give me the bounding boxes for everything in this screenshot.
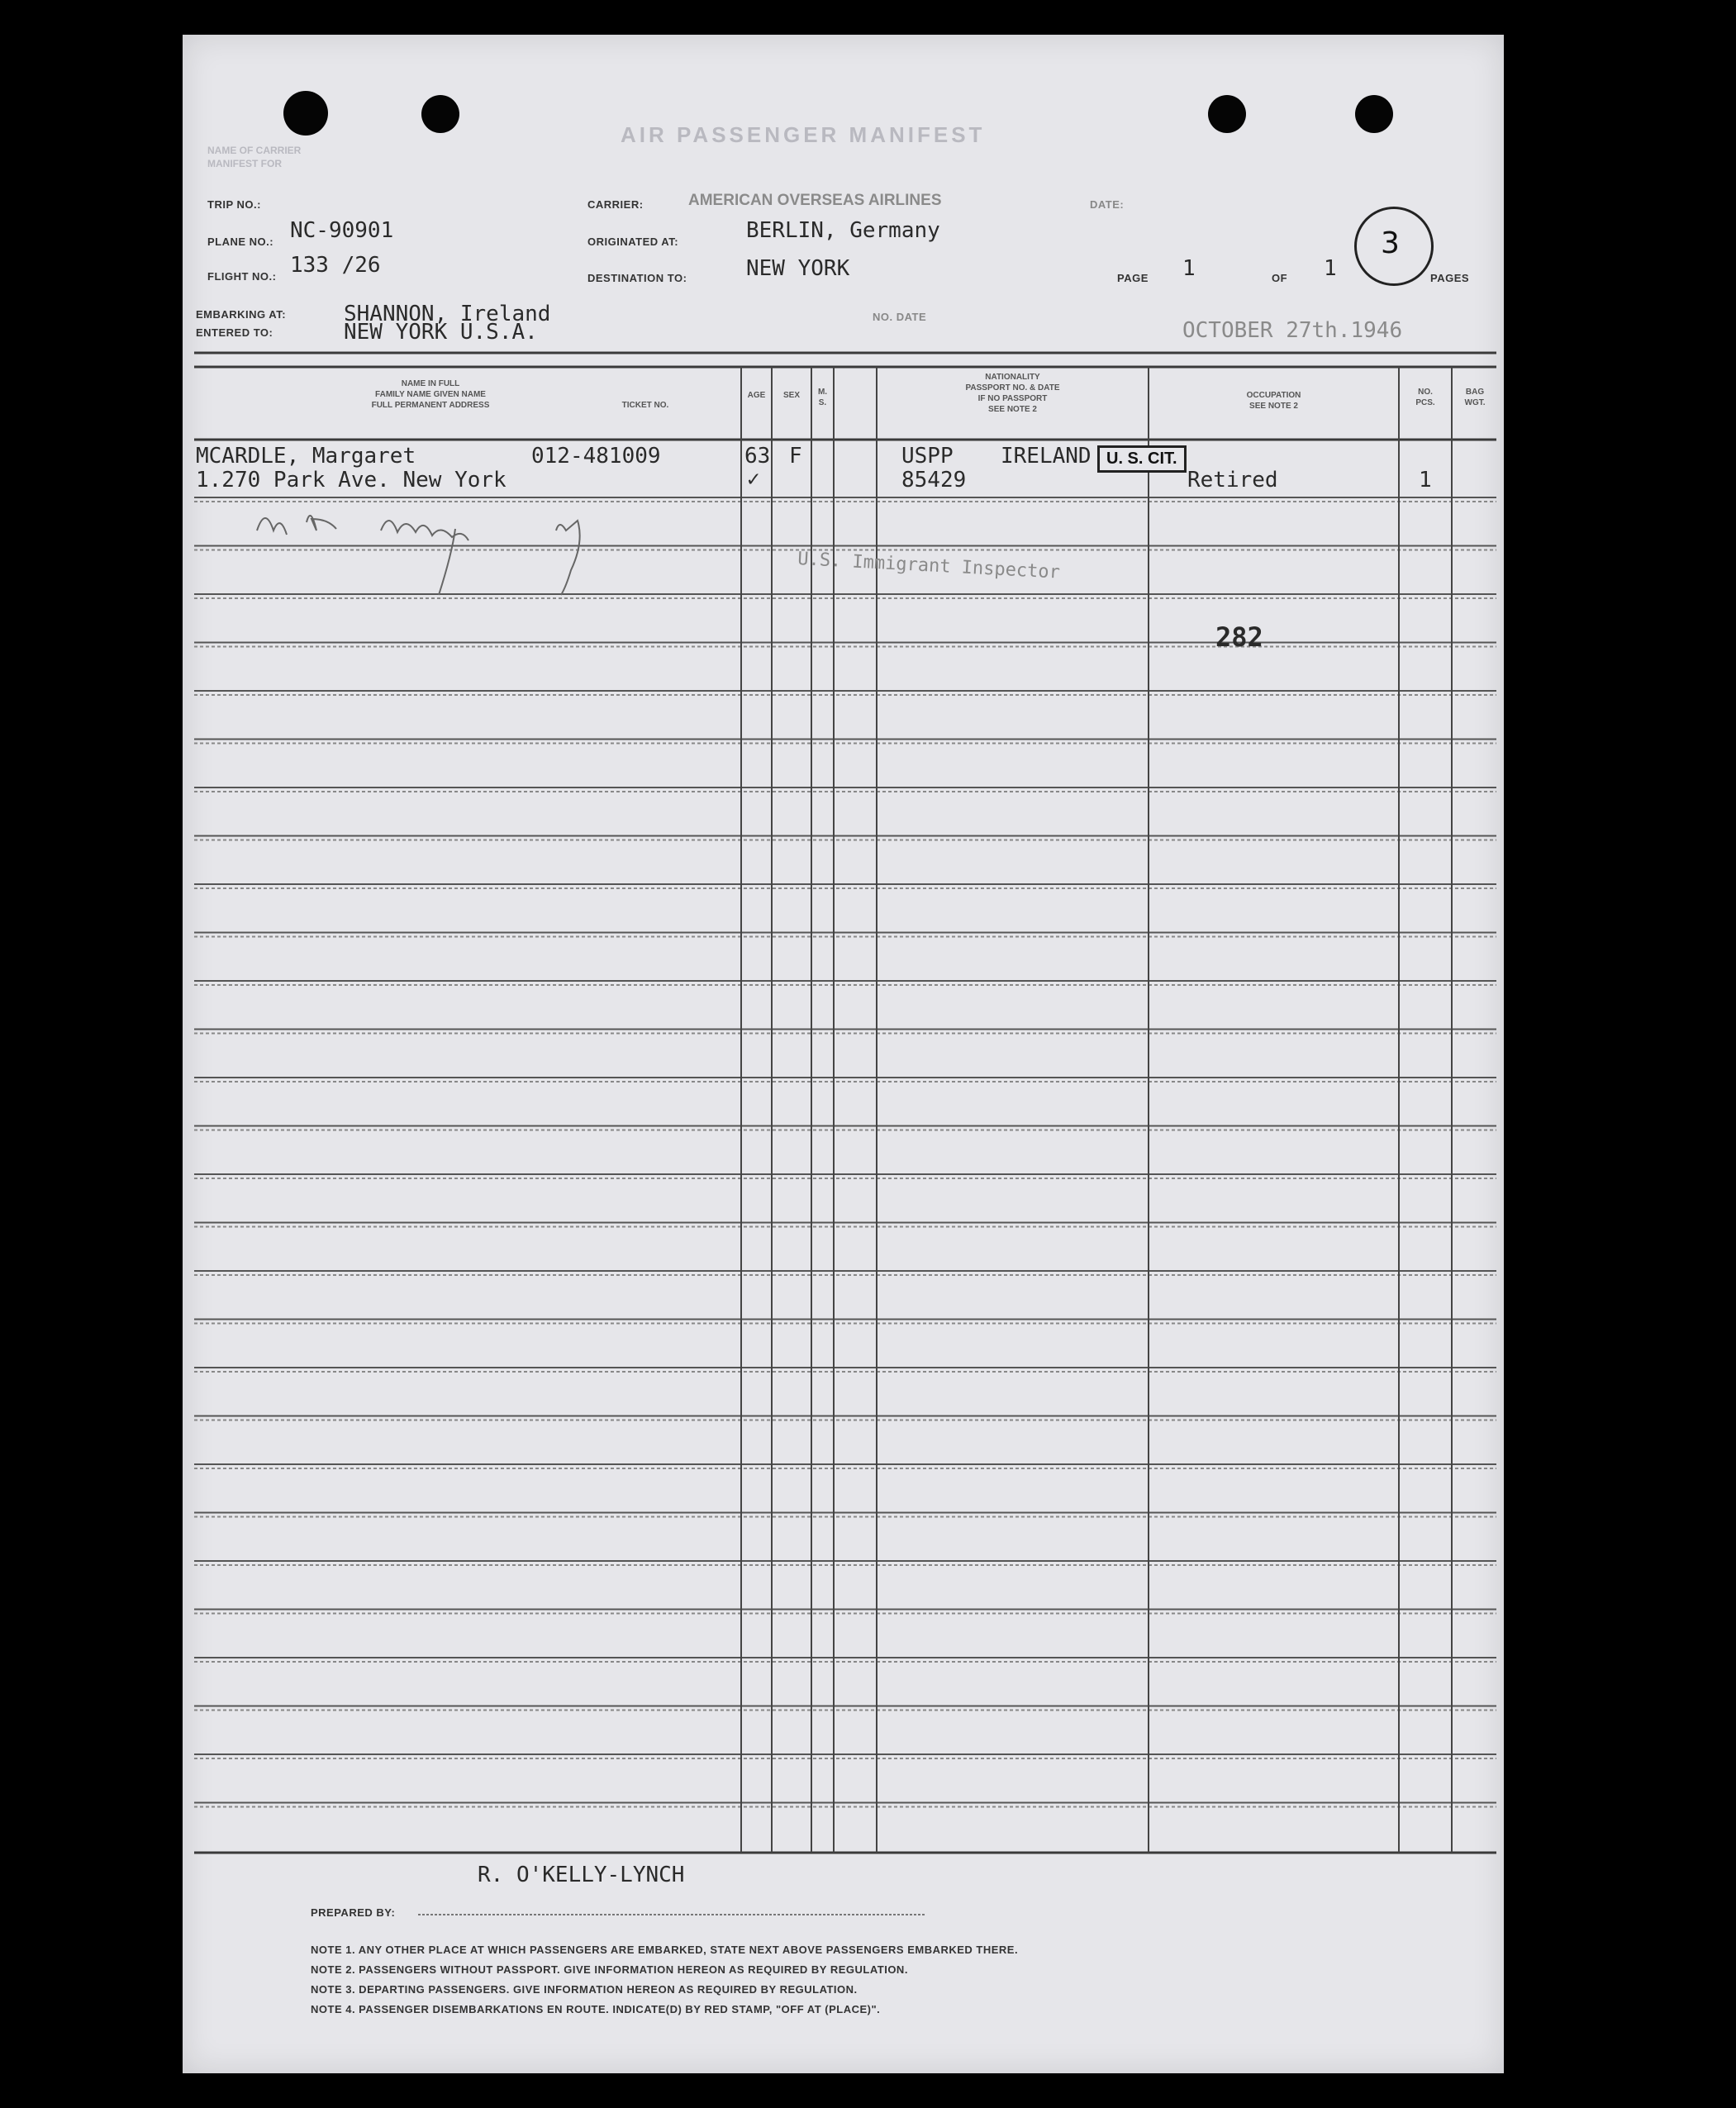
embarking-at: SHANNON, Ireland xyxy=(344,302,551,326)
ship-date-label: NO. DATE xyxy=(873,311,927,323)
passenger-age: 63 xyxy=(744,444,771,469)
prepared-by-line xyxy=(183,1911,1504,1919)
pieces-count: 1 xyxy=(1419,468,1432,493)
manifest-grid xyxy=(183,35,1504,2073)
passenger-sex: F xyxy=(789,444,802,469)
col-age: AGE xyxy=(747,391,766,400)
trip-label: TRIP NO.: xyxy=(207,198,261,211)
prepared-by-label: PREPARED BY: xyxy=(311,1906,396,1919)
destination: NEW YORK xyxy=(746,256,850,281)
col-name: NAME IN FULL FAMILY NAME GIVEN NAME FULL PERMANENT ADDRESS xyxy=(371,379,490,410)
note-2: NOTE 2. PASSENGERS WITHOUT PASSPORT. GIVE INFORMATION HEREON AS REQUIRED BY REGULATION. xyxy=(311,1963,908,1976)
manifest-sheet xyxy=(183,35,1504,2073)
originated-label: ORIGINATED AT: xyxy=(587,236,679,248)
passenger-name: MCARDLE, Margaret xyxy=(196,444,416,469)
carrier-label: CARRIER: xyxy=(587,198,644,211)
passport-type: USPP xyxy=(901,444,954,469)
ticket-number: 012-481009 xyxy=(531,444,661,469)
page-total: 1 xyxy=(1324,256,1337,281)
destination-label: DESTINATION TO: xyxy=(587,272,687,284)
col-occupation: OCCUPATION SEE NOTE 2 xyxy=(1246,391,1301,411)
originated-at: BERLIN, Germany xyxy=(746,218,940,243)
preparer-name: R. O'KELLY-LYNCH xyxy=(478,1863,685,1887)
col-bag-weight: BAG WGT. xyxy=(1464,388,1486,407)
plane-label: PLANE NO.: xyxy=(207,236,274,248)
entered-label: ENTERED TO: xyxy=(196,326,273,339)
note-1: NOTE 1. ANY OTHER PLACE AT WHICH PASSENGERS ARE EMBARKED, STATE NEXT ABOVE PASSENGERS EMBARKED THERE. xyxy=(311,1944,1019,1956)
note-3: NOTE 3. DEPARTING PASSENGERS. GIVE INFORMATION HEREON AS REQUIRED BY REGULATION. xyxy=(311,1983,858,1996)
passport-number: 85429 xyxy=(901,468,967,493)
page-circle-number: 3 xyxy=(1381,226,1400,260)
embarking-label: EMBARKING AT: xyxy=(196,308,287,321)
record-number: 282 xyxy=(1215,621,1263,653)
form-subtitle: NAME OF CARRIER MANIFEST FOR xyxy=(207,145,302,169)
passport-issued: IRELAND xyxy=(1001,444,1092,469)
arrival-date: OCTOBER 27th.1946 xyxy=(1182,318,1403,343)
age-checkmark: ✓ xyxy=(747,467,760,492)
pages-label: PAGES xyxy=(1430,272,1470,284)
flight-label: FLIGHT NO.: xyxy=(207,270,277,283)
citizen-stamp: U. S. CIT. xyxy=(1097,445,1187,473)
date-label: DATE: xyxy=(1090,198,1125,211)
col-ticket: TICKET NO. xyxy=(621,401,669,410)
plane-number: NC-90901 xyxy=(290,218,394,243)
flight-number: 133 /26 xyxy=(290,253,381,278)
col-ms: M. S. xyxy=(817,388,828,407)
col-nationality: NATIONALITY PASSPORT NO. & DATE IF NO PASSPORT SEE NOTE 2 xyxy=(965,373,1060,414)
of-label: OF xyxy=(1272,272,1288,284)
inspector-stamp: U.S. Immigrant Inspector xyxy=(797,549,1061,583)
page-label: PAGE xyxy=(1117,272,1149,284)
col-sex: SEX xyxy=(782,391,800,400)
entered-to: NEW YORK U.S.A. xyxy=(344,320,538,345)
passenger-address: 1.270 Park Ave. New York xyxy=(196,468,507,493)
page-number: 1 xyxy=(1182,256,1196,281)
carrier-name: AMERICAN OVERSEAS AIRLINES xyxy=(688,192,942,209)
occupation: Retired xyxy=(1187,468,1278,493)
note-4: NOTE 4. PASSENGER DISEMBARKATIONS EN ROUTE. INDICATE(D) BY RED STAMP, "OFF AT (PLACE)". xyxy=(311,2003,881,2015)
form-title: AIR PASSENGER MANIFEST xyxy=(621,122,986,147)
col-pieces: NO. PCS. xyxy=(1415,388,1435,407)
